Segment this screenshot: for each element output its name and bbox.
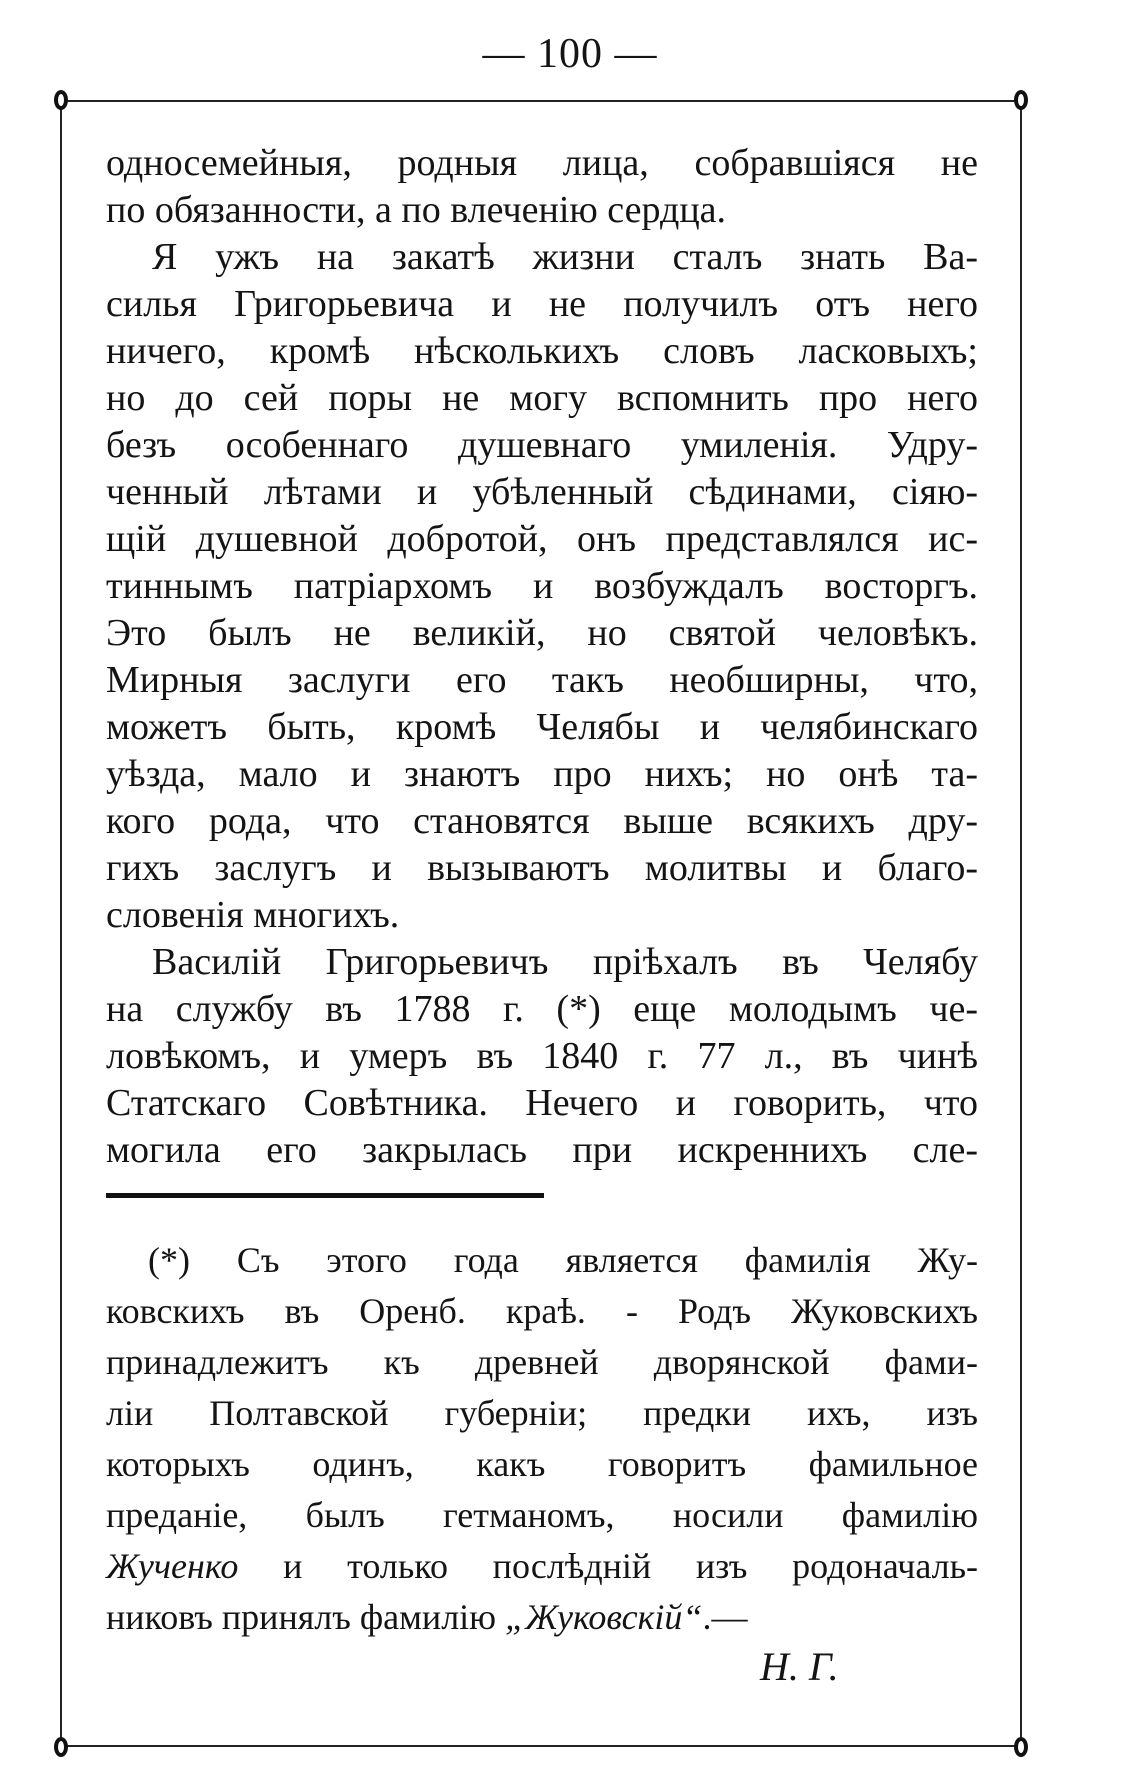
corner-ornament-bottom-left: [54, 1737, 68, 1757]
paragraph-3: [106, 939, 978, 1174]
corner-ornament-top-right: [1014, 90, 1028, 110]
text-line: Мирныя заслуги его такъ необширны, что,: [106, 659, 978, 701]
footnote-line: ліи Полтавской губерніи; предки ихъ, изъ: [106, 1393, 978, 1433]
footnote-signature: Н. Г.: [760, 1644, 839, 1689]
text-line: Это былъ не великій, но святой человѣкъ.: [106, 612, 978, 654]
footnote-line: ковскихъ въ Оренб. краѣ. - Родъ Жуковскихъ: [106, 1291, 978, 1331]
text-line: уѣзда, мало и знаютъ про нихъ; но онѣ та-: [106, 753, 978, 795]
text-line: ченный лѣтами и убѣленный сѣдинами, сіяю-: [106, 471, 978, 513]
paragraph-1: [106, 140, 978, 234]
text-line: на службу въ 1788 г. (*) еще молодымъ че-: [106, 988, 978, 1030]
text-line: безъ особеннаго душевнаго умиленія. Удру-: [106, 424, 978, 466]
text-line: Статскаго Совѣтника. Нечего и говорить, что: [106, 1082, 978, 1124]
footnote-line: которыхъ одинъ, какъ говоритъ фамильное: [106, 1444, 978, 1484]
corner-ornament-bottom-right: [1014, 1737, 1028, 1757]
paragraph-2: [106, 234, 978, 939]
text-line: ловѣкомъ, и умеръ въ 1840 г. 77 л., въ чинѣ: [106, 1035, 978, 1077]
text-line: гихъ заслугъ и вызываютъ молитвы и благо-: [106, 847, 978, 889]
italic-surname-quoted: „Жуковскій“: [505, 1597, 703, 1637]
text-line: можетъ быть, кромѣ Челябы и челябинскаго: [106, 706, 978, 748]
text-line: по обязанности, а по влеченію сердца.: [106, 189, 727, 231]
footnote: [106, 1235, 978, 1643]
text-line: тиннымъ патріархомъ и возбуждалъ восторгъ.: [106, 565, 978, 607]
corner-ornament-top-left: [54, 90, 68, 110]
footnote-line-start: никовъ принялъ фамилію: [106, 1597, 506, 1637]
text-line: ничего, кромѣ нѣсколькихъ словъ ласковыхъ;: [106, 330, 978, 372]
footnote-line: (*) Съ этого года является фамилія Жу-: [148, 1240, 978, 1280]
footnote-line-rest: и только послѣдній изъ родоначаль-: [238, 1546, 978, 1586]
text-line: щій душевной добротой, онъ представлялся ис-: [106, 518, 978, 560]
text-line: силья Григорьевича и не получилъ отъ него: [106, 283, 978, 325]
text-line: односемейныя, родныя лица, собравшіяся не: [106, 142, 978, 184]
main-text: [106, 140, 978, 1174]
text-line: словенія многихъ.: [106, 894, 400, 936]
text-line: но до сей поры не могу вспомнить про него: [106, 377, 978, 419]
footnote-line-end: .—: [702, 1597, 748, 1637]
footnote-line: [106, 1592, 978, 1643]
text-line: могила его закрылась при искреннихъ сле-: [106, 1129, 978, 1171]
footnote-line: [106, 1541, 978, 1592]
text-line: Я ужъ на закатѣ жизни сталъ знать Ва-: [152, 236, 978, 278]
text-line: Василій Григорьевичъ пріѣхалъ въ Челябу: [152, 941, 978, 983]
footnote-line: преданіе, былъ гетманомъ, носили фамилію: [106, 1495, 978, 1535]
text-line: кого рода, что становятся выше всякихъ дру-: [106, 800, 978, 842]
footnote-line: принадлежитъ къ древней дворянской фами-: [106, 1342, 978, 1382]
page-number: — 100 —: [482, 31, 658, 77]
footnote-separator: [106, 1193, 544, 1198]
italic-surname: Жученко: [106, 1546, 239, 1586]
